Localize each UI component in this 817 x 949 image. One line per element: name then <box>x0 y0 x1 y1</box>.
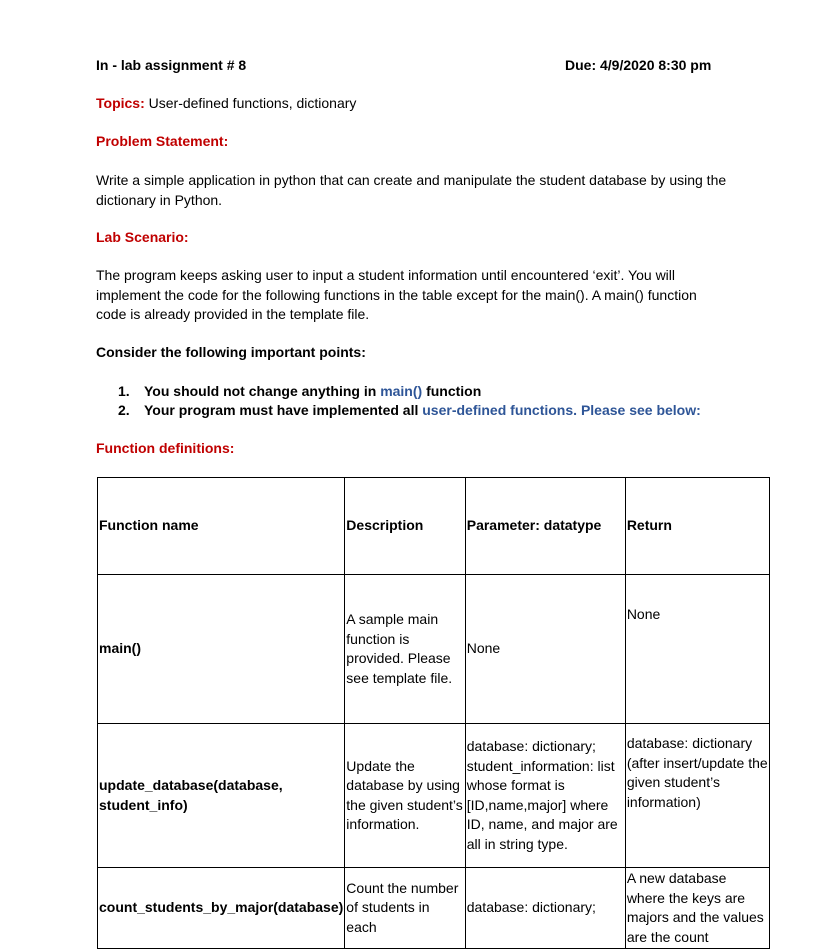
column-header: Parameter: datatype <box>465 478 625 575</box>
table-header-row <box>98 478 770 575</box>
parameter-cell: database: dictionary; student_information: list whose format is [ID,name,major] where ID, name, and major are all in string type. <box>465 724 625 868</box>
description-cell: Count the number of students in each <box>345 868 465 949</box>
table-row <box>98 724 770 868</box>
table-row <box>98 575 770 724</box>
main-function-ref: main() <box>380 383 423 399</box>
function-definitions-table <box>97 477 770 949</box>
list-text: function <box>422 383 482 399</box>
list-number: 1. <box>118 383 130 399</box>
list-text: Your program must have implemented all <box>144 402 423 418</box>
parameter-cell: None <box>465 575 625 724</box>
problem-statement-body: Write a simple application in python that can create and manipulate the student database by using the dictionary in Python. <box>96 172 727 208</box>
column-header: Function name <box>98 478 345 575</box>
lab-scenario-heading: Lab Scenario: <box>96 229 189 245</box>
return-cell: None <box>625 575 769 724</box>
description-cell: A sample main function is provided. Please see template file. <box>345 575 465 724</box>
topics-line <box>96 95 356 111</box>
list-text: You should not change anything in <box>144 383 381 399</box>
assignment-title: In - lab assignment # 8 <box>96 57 247 73</box>
return-cell: A new database where the keys are majors and the values are the count <box>625 868 769 949</box>
points-heading: Consider the following important points: <box>96 344 366 360</box>
see-below-ref: Please see below: <box>580 402 701 418</box>
function-name-cell: update_database(database, student_info) <box>98 724 345 868</box>
column-header: Return <box>625 478 769 575</box>
user-defined-functions-ref: user-defined functions. <box>422 402 578 418</box>
function-name-cell: main() <box>98 575 345 724</box>
function-name-cell: count_students_by_major(database) <box>98 868 345 949</box>
column-header: Description <box>345 478 465 575</box>
lab-scenario-body: The program keeps asking user to input a student information until encountered ‘exit’. You will implement the code for the following functions in the table except for the main(). A main() function code is already provided in the template file. <box>96 267 697 322</box>
problem-statement-heading: Problem Statement: <box>96 133 229 149</box>
return-cell: database: dictionary (after insert/update the given student’s information) <box>625 724 769 868</box>
parameter-cell: database: dictionary; <box>465 868 625 949</box>
description-cell: Update the database by using the given student’s information. <box>345 724 465 868</box>
topics-text: User-defined functions, dictionary <box>144 95 357 111</box>
list-number: 2. <box>118 402 130 418</box>
list-item <box>118 383 481 399</box>
topics-label: Topics: <box>96 95 145 111</box>
list-item <box>118 402 701 418</box>
function-definitions-heading: Function definitions: <box>96 440 235 456</box>
table-row <box>98 868 770 949</box>
due-date: Due: 4/9/2020 8:30 pm <box>565 57 712 73</box>
